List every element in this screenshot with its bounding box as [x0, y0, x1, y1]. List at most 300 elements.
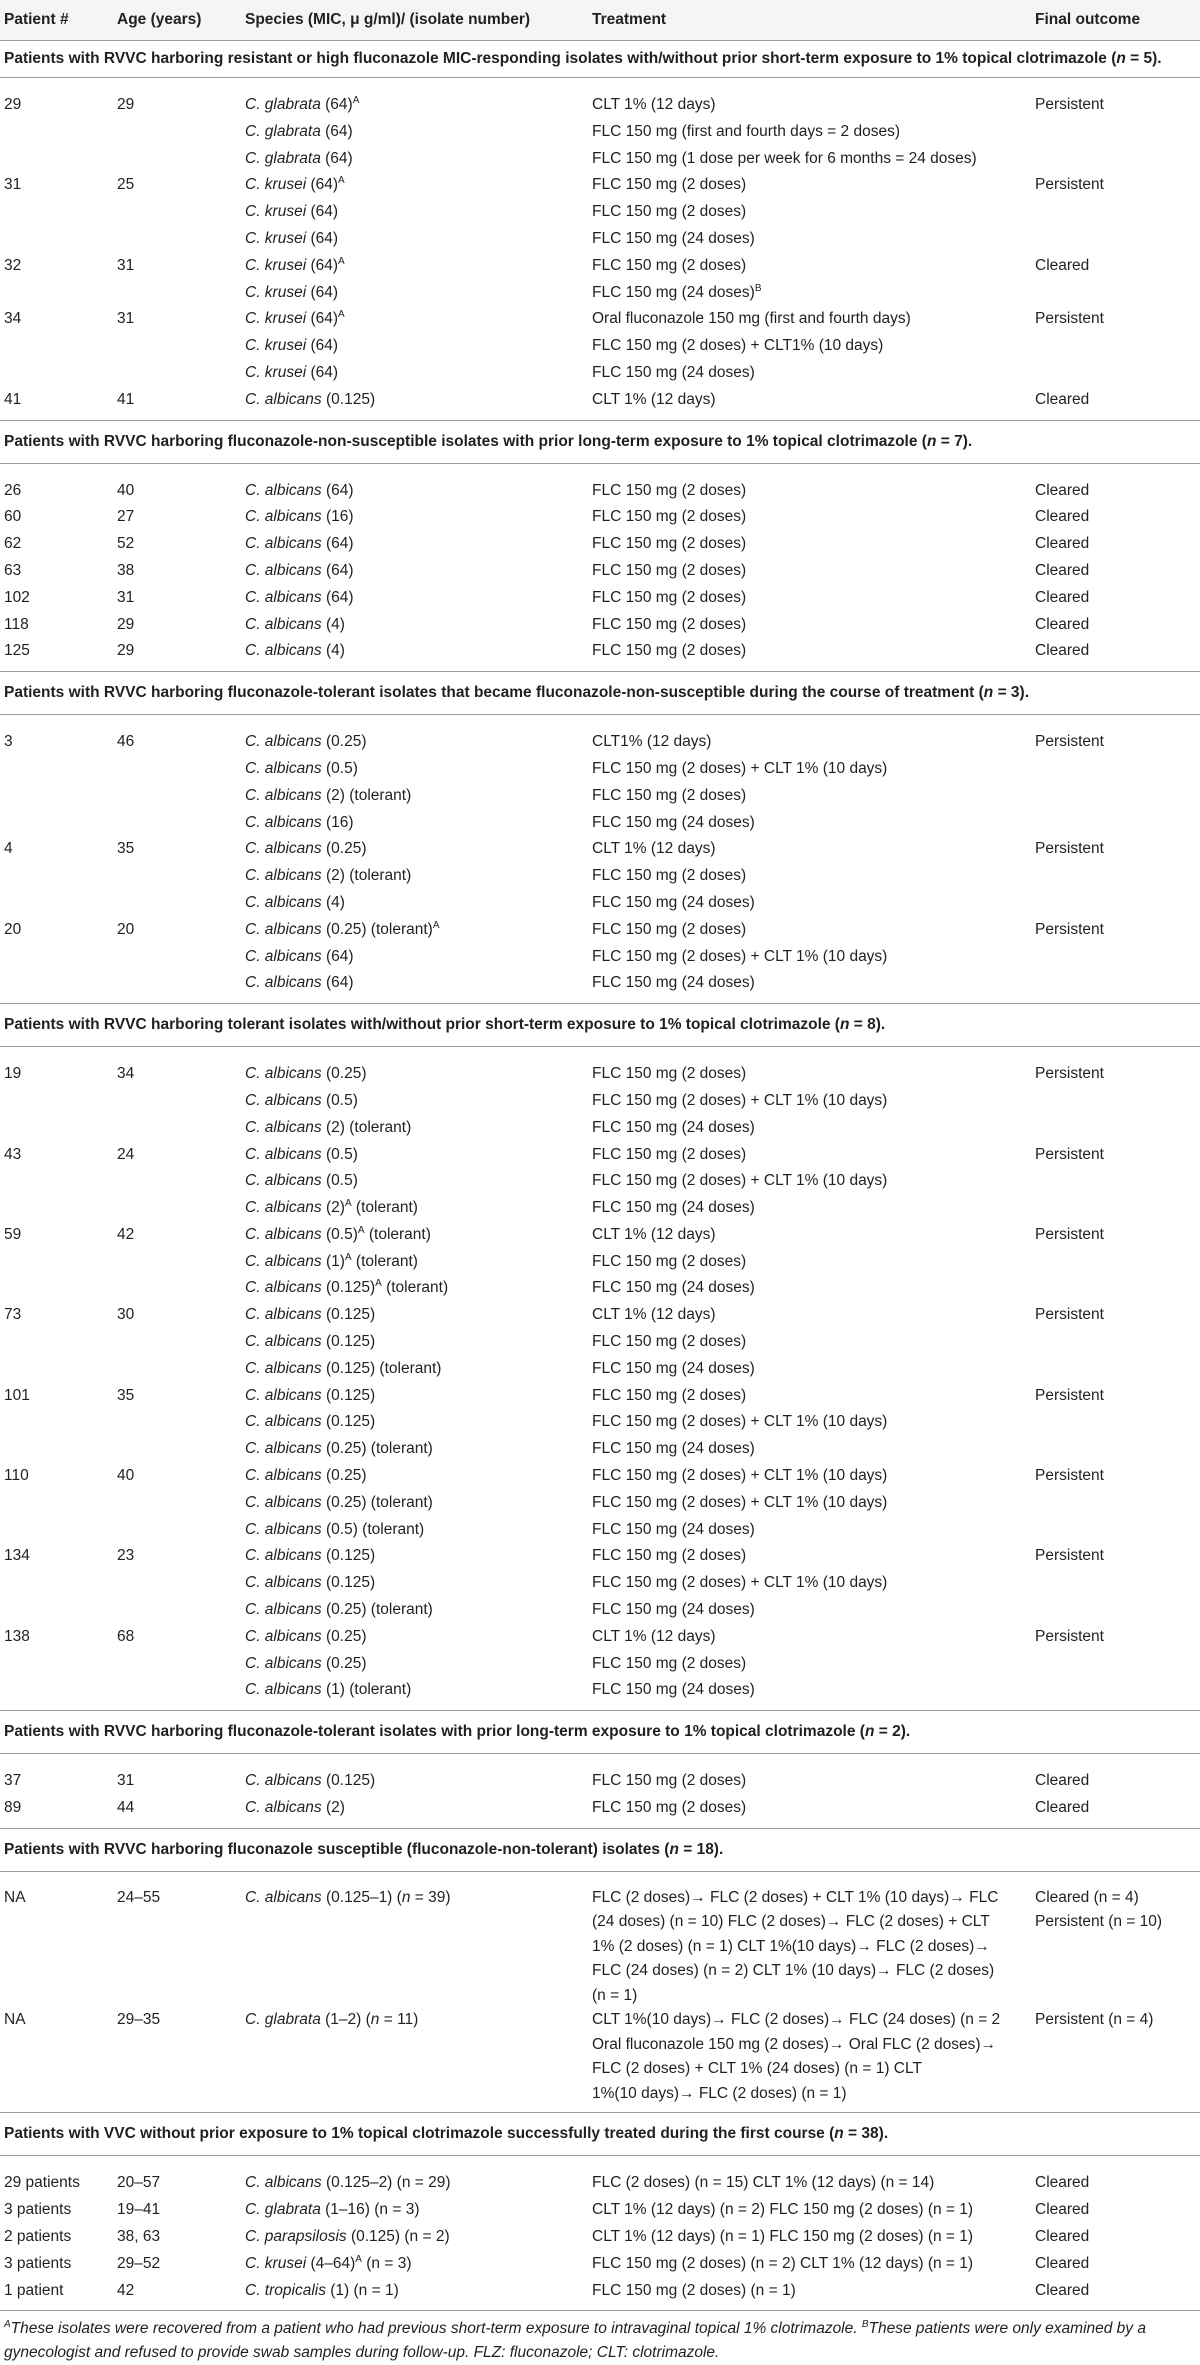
cell-species — [243, 1222, 590, 1249]
species-name: C. albicans — [245, 1279, 322, 1297]
species-name: C. albicans — [245, 1440, 322, 1458]
cell-species — [243, 638, 590, 671]
cell-age: 20 — [117, 920, 135, 938]
cell-age: 42 — [117, 1225, 135, 1243]
table-row — [0, 638, 1200, 671]
species-mic: (64) — [320, 122, 353, 140]
cell-treatment — [590, 2278, 1033, 2311]
section-title-text: Patients with RVVC harboring fluconazole-tolerant isolates with prior long-term exposure to 1% topical clotrimazole ( — [4, 1723, 865, 1741]
species-name: C. albicans — [245, 1601, 322, 1619]
species-name: C. albicans — [245, 615, 322, 633]
cell-age: 31 — [117, 310, 135, 328]
cell-species — [243, 1871, 590, 2008]
treatment-text: CLT 1% (12 days) — [592, 1306, 716, 1324]
species-name: C. glabrata — [245, 96, 321, 113]
cell-treatment — [590, 119, 1033, 146]
table-row — [0, 1409, 1200, 1436]
cell-species — [243, 387, 590, 420]
treatment-text: FLC 150 mg (2 doses) — [592, 786, 747, 804]
species-mic: (1) (tolerant) — [321, 1681, 412, 1699]
treatment-text: CLT 1% (12 days) — [592, 1627, 716, 1645]
treatment-text: FLC 150 mg (2 doses) — [592, 256, 747, 274]
species-mic: (0.125) — [321, 1413, 376, 1431]
species-name: C. albicans — [245, 1306, 322, 1324]
cell-patient — [0, 1517, 113, 1544]
species-name: C. albicans — [245, 759, 322, 777]
cell-outcome: Persistent — [1035, 840, 1104, 858]
cell-outcome: Persistent — [1035, 1225, 1104, 1243]
cell-treatment — [590, 78, 1033, 119]
cell-outcome — [1033, 226, 1200, 253]
cell-age — [113, 1436, 243, 1463]
cell-patient: 125 — [0, 638, 113, 671]
cell-age: 41 — [113, 387, 243, 420]
species-name: C. krusei — [245, 256, 307, 274]
section-title — [0, 41, 1200, 78]
cell-age — [113, 1597, 243, 1624]
treatment-text: FLC 150 mg (2 doses) — [592, 203, 747, 221]
cell-outcome: Persistent — [1035, 920, 1104, 938]
table-header-row — [0, 0, 1200, 41]
species-mic: (0.125) — [321, 1547, 376, 1565]
footnote-ref: A — [344, 1251, 352, 1263]
cell-patient — [0, 199, 113, 226]
cell-species — [243, 810, 590, 837]
cell-outcome: Persistent — [1035, 1145, 1104, 1163]
treatment-text: FLC 150 mg (2 doses) + CLT 1% (10 days) — [592, 1467, 888, 1485]
cell-outcome: Persistent — [1035, 1065, 1104, 1083]
treatment-text: CLT 1% (12 days) — [592, 390, 716, 408]
cell-age: 20–57 — [117, 2174, 161, 2192]
cell-treatment — [590, 890, 1033, 917]
section-title-text: Patients with RVVC harboring tolerant isolates with/without prior short-term exposure to 1% topical clotrimazole ( — [4, 1016, 840, 1034]
footnote-b-text: These patients were only examined by a gynecologist and refused to provide swab samples during follow-up. FLZ: fluconazole; CLT: clotrimazole. — [4, 2320, 1146, 2362]
cell-outcome — [1033, 1088, 1200, 1115]
species-name: C. krusei — [245, 203, 307, 221]
table-row — [0, 199, 1200, 226]
species-mic: (4) — [321, 893, 345, 911]
cell-patient — [0, 944, 113, 971]
table-row — [0, 1490, 1200, 1517]
cell-treatment — [590, 1597, 1033, 1624]
cell-treatment — [590, 585, 1033, 612]
cell-treatment — [590, 1356, 1033, 1383]
section-title-text: Patients with RVVC harboring fluconazole-non-susceptible isolates with prior long-term exposure to 1% topical clotrimazole ( — [4, 432, 927, 450]
cell-age: 38, 63 — [117, 2227, 161, 2245]
treatment-text: FLC 150 mg (24 doses) — [592, 1601, 755, 1619]
table-row — [0, 1754, 1200, 1795]
footnote-ref: A — [338, 309, 345, 321]
cell-patient: 41 — [0, 387, 113, 420]
cell-outcome — [1033, 1356, 1200, 1383]
cell-age: 42 — [113, 2278, 243, 2311]
cell-treatment — [590, 1409, 1033, 1436]
species-mic: (64) — [306, 283, 339, 301]
header-species: Species (MIC, μ g/ml)/ (isolate number) — [243, 0, 590, 41]
table-row — [0, 1047, 1200, 1088]
section-title-text: Patients with VVC without prior exposure to 1% topical clotrimazole successfully treated during the first course ( — [4, 2125, 835, 2143]
cell-patient: 19 — [4, 1065, 22, 1083]
species-name: C. albicans — [245, 1547, 322, 1565]
section-n-count: = 5). — [1125, 50, 1162, 67]
species-name: C. albicans — [245, 1493, 322, 1511]
cell-outcome — [1033, 1168, 1200, 1195]
treatment-text: FLC 150 mg (2 doses) — [592, 615, 747, 633]
table-row — [0, 1517, 1200, 1544]
table-row — [0, 1871, 1200, 2008]
species-mic: (16) — [321, 813, 354, 831]
treatment-text: FLC 150 mg (2 doses) — [592, 588, 747, 606]
cell-patient: 60 — [4, 508, 22, 526]
cell-age — [113, 199, 243, 226]
footnote-ref: A — [375, 1278, 382, 1290]
cell-outcome — [1033, 1517, 1200, 1544]
species-mic: (4–64) — [306, 2254, 356, 2272]
cell-species — [243, 1115, 590, 1142]
species-mic: (0.5) — [321, 1091, 358, 1109]
cell-species — [243, 1302, 590, 1329]
cell-outcome — [1033, 810, 1200, 837]
table-row — [0, 756, 1200, 783]
section-title-text: Patients with RVVC harboring fluconazole susceptible (fluconazole-non-tolerant) isolates ( — [4, 1840, 670, 1858]
cell-species — [243, 970, 590, 1003]
table-row — [0, 1195, 1200, 1222]
species-mic: (0.125) — [321, 1574, 376, 1592]
species-name: C. albicans — [245, 1145, 322, 1163]
cell-age: 29 — [117, 615, 135, 633]
cell-outcome — [1033, 1597, 1200, 1624]
cell-species — [243, 1047, 590, 1088]
species-name: C. albicans — [245, 561, 322, 579]
treatment-line: CLT 1%(10 days)→ FLC (2 doses)→ FLC (24 doses) (n = 2 — [592, 2011, 1001, 2029]
species-mic: (2) — [321, 1799, 345, 1817]
cell-age — [113, 1356, 243, 1383]
species-mic: (64) — [306, 229, 339, 247]
cell-age — [113, 1329, 243, 1356]
species-mic: (64) — [306, 363, 339, 381]
species-mic: (0.5) (tolerant) — [321, 1520, 425, 1538]
cell-treatment — [590, 280, 1033, 307]
cell-patient — [0, 280, 113, 307]
species-mic: (0.5) — [321, 1225, 358, 1243]
treatment-text: FLC 150 mg (24 doses) — [592, 1681, 755, 1699]
header-outcome: Final outcome — [1033, 0, 1200, 41]
species-note: (n = 3) — [361, 2254, 412, 2272]
cell-species — [243, 1463, 590, 1490]
cell-age — [113, 1651, 243, 1678]
species-name: C. parapsilosis — [245, 2227, 347, 2245]
species-name: C. albicans — [245, 508, 322, 526]
species-mic: (64) — [306, 337, 339, 355]
species-mic: (1–2) ( — [320, 2011, 371, 2029]
cell-species — [243, 504, 590, 531]
cell-patient: 102 — [4, 588, 30, 606]
cell-treatment — [590, 531, 1033, 558]
table-row — [0, 1302, 1200, 1329]
species-count: = 39) — [410, 1888, 451, 1906]
treatment-text: Oral fluconazole 150 mg (first and fourth days) — [592, 310, 911, 328]
species-mic: (0.125) — [321, 1279, 376, 1297]
cell-treatment — [590, 1624, 1033, 1651]
cell-age: 29–35 — [113, 2008, 243, 2113]
cell-age — [113, 863, 243, 890]
cell-outcome: Cleared — [1035, 615, 1090, 633]
section-n-count: = 18). — [678, 1840, 724, 1858]
cell-treatment — [590, 1222, 1033, 1249]
cell-treatment — [590, 1490, 1033, 1517]
treatment-text: CLT 1% (12 days) (n = 2) FLC 150 mg (2 doses) (n = 1) — [592, 2201, 974, 2219]
species-mic: (0.125) — [321, 390, 376, 408]
cell-patient: 3 patients — [4, 2254, 72, 2272]
cell-patient — [0, 1436, 113, 1463]
treatment-text: FLC 150 mg (24 doses) — [592, 283, 755, 301]
cell-outcome: Persistent — [1035, 1547, 1104, 1565]
cell-patient — [0, 1275, 113, 1302]
species-name: C. albicans — [245, 390, 322, 408]
table-row — [0, 306, 1200, 333]
cell-outcome: Cleared — [1035, 256, 1090, 274]
table-row — [0, 504, 1200, 531]
n-symbol: n — [370, 2011, 380, 2029]
species-mic: (0.25) — [321, 1627, 367, 1645]
cell-patient: 4 — [4, 840, 13, 858]
treatment-text: FLC 150 mg (2 doses) + CLT 1% (10 days) — [592, 947, 888, 965]
cell-treatment — [590, 1168, 1033, 1195]
cell-patient: 20 — [4, 920, 22, 938]
treatment-text: FLC 150 mg (2 doses) (n = 2) CLT 1% (12 days) (n = 1) — [592, 2254, 974, 2272]
cell-age — [113, 944, 243, 971]
footnote-ref: A — [344, 1197, 352, 1209]
cell-outcome — [1033, 2008, 1200, 2113]
species-name: C. albicans — [245, 840, 322, 858]
cell-treatment — [590, 783, 1033, 810]
treatment-line: (24 doses) (n = 10) FLC (2 doses)→ FLC (2 doses) + CLT — [592, 1913, 990, 1931]
cell-age — [113, 1168, 243, 1195]
table-row — [0, 146, 1200, 173]
cell-age — [113, 756, 243, 783]
treatment-text: FLC 150 mg (2 doses) — [592, 1799, 747, 1817]
cell-outcome — [1033, 970, 1200, 1003]
cell-outcome — [1033, 1871, 1200, 2008]
cell-age: 40 — [117, 1467, 135, 1485]
cell-outcome — [1033, 890, 1200, 917]
cell-species — [243, 78, 590, 119]
species-name: C. tropicalis — [245, 2281, 326, 2299]
cell-age: 24 — [117, 1145, 135, 1163]
species-name: C. glabrata — [245, 2201, 321, 2219]
cell-age — [113, 360, 243, 387]
species-mic: (0.125–2) (n = 29) — [321, 2174, 451, 2192]
header-age: Age (years) — [113, 0, 243, 41]
cell-outcome: Persistent — [1035, 310, 1104, 328]
table-row — [0, 1463, 1200, 1490]
cell-species — [243, 280, 590, 307]
table-row — [0, 1142, 1200, 1169]
treatment-line: Oral fluconazole 150 mg (2 doses)→ Oral FLC (2 doses)→ — [592, 2035, 997, 2053]
cell-species — [243, 2008, 590, 2113]
species-name: C. albicans — [245, 1413, 322, 1431]
cell-species — [243, 1597, 590, 1624]
cell-species — [243, 715, 590, 756]
table-row — [0, 387, 1200, 420]
treatment-text: FLC 150 mg (24 doses) — [592, 1440, 755, 1458]
cell-treatment — [590, 638, 1033, 671]
cell-treatment — [590, 1871, 1033, 2008]
cell-treatment — [590, 836, 1033, 863]
table-row — [0, 585, 1200, 612]
species-name: C. albicans — [245, 1627, 322, 1645]
treatment-text: CLT1% (12 days) — [592, 733, 712, 751]
cell-outcome — [1033, 1490, 1200, 1517]
species-mic: (2) — [321, 1199, 345, 1217]
cell-age: 35 — [117, 840, 135, 858]
cell-species — [243, 199, 590, 226]
species-mic: (64) — [306, 310, 339, 328]
cell-patient: 73 — [4, 1306, 22, 1324]
cell-age — [113, 890, 243, 917]
cell-treatment — [590, 504, 1033, 531]
treatment-text: FLC 150 mg (2 doses) + CLT 1% (10 days) — [592, 1493, 888, 1511]
treatment-text: FLC 150 mg (2 doses) — [592, 535, 747, 553]
header-patient: Patient # — [0, 0, 113, 41]
cell-patient — [0, 890, 113, 917]
cell-patient: 32 — [4, 256, 22, 274]
cell-patient — [0, 810, 113, 837]
cell-age — [113, 810, 243, 837]
cell-outcome — [1033, 1677, 1200, 1710]
species-name: C. albicans — [245, 893, 322, 911]
cell-patient: 2 patients — [4, 2227, 72, 2245]
table-row — [0, 2251, 1200, 2278]
cell-patient: 34 — [4, 310, 22, 328]
cell-treatment — [590, 1302, 1033, 1329]
cell-patient: 43 — [4, 1145, 22, 1163]
footnote-ref: A — [338, 255, 345, 267]
species-name: C. albicans — [245, 642, 322, 660]
treatment-line: FLC (2 doses) + CLT 1% (24 doses) (n = 1) CLT — [592, 2060, 922, 2078]
species-name: C. albicans — [245, 2174, 322, 2192]
cell-treatment — [590, 1543, 1033, 1570]
cell-outcome: Cleared — [1035, 481, 1090, 499]
cell-outcome — [1033, 1115, 1200, 1142]
species-name: C. krusei — [245, 229, 307, 247]
cell-treatment — [590, 172, 1033, 199]
cell-treatment — [590, 1142, 1033, 1169]
species-mic: (4) — [321, 615, 345, 633]
cell-species — [243, 226, 590, 253]
treatment-text: FLC 150 mg (2 doses) — [592, 1772, 747, 1790]
species-name: C. albicans — [245, 1359, 322, 1377]
treatment-line: FLC (2 doses)→ FLC (2 doses) + CLT 1% (10 days)→ FLC — [592, 1888, 999, 1906]
cell-patient — [0, 1651, 113, 1678]
species-name: C. albicans — [245, 1252, 322, 1270]
cell-species — [243, 836, 590, 863]
table-row — [0, 1088, 1200, 1115]
treatment-text: FLC 150 mg (24 doses) — [592, 893, 755, 911]
cell-age: 29–52 — [117, 2254, 161, 2272]
table-row — [0, 2278, 1200, 2311]
species-mic: (0.5) — [321, 1172, 358, 1190]
table-row — [0, 715, 1200, 756]
cell-treatment — [590, 1275, 1033, 1302]
cell-treatment — [590, 917, 1033, 944]
cell-outcome: Persistent — [1035, 1306, 1104, 1324]
cell-outcome — [1033, 783, 1200, 810]
cell-age: 23 — [117, 1547, 135, 1565]
species-name: C. albicans — [245, 1772, 322, 1790]
cell-treatment — [590, 1677, 1033, 1710]
cell-age: 25 — [117, 176, 135, 194]
cell-treatment — [590, 944, 1033, 971]
cell-age — [113, 1249, 243, 1276]
species-mic: (2) (tolerant) — [321, 867, 412, 885]
cell-patient — [0, 360, 113, 387]
cell-patient — [0, 1195, 113, 1222]
species-mic: (0.25) (tolerant) — [321, 1493, 433, 1511]
cell-species — [243, 1329, 590, 1356]
species-name: C. albicans — [245, 1199, 322, 1217]
cell-species — [243, 944, 590, 971]
species-mic: (0.25) (tolerant) — [321, 1440, 433, 1458]
table-row — [0, 944, 1200, 971]
cell-patient: 63 — [4, 561, 22, 579]
section-n-count: = 2). — [874, 1723, 911, 1741]
treatment-text: FLC 150 mg (2 doses) — [592, 481, 747, 499]
treatment-text: FLC 150 mg (2 doses) (n = 1) — [592, 2281, 796, 2299]
species-name: C. albicans — [245, 947, 322, 965]
species-mic: (0.25) (tolerant) — [321, 920, 433, 938]
cell-outcome — [1033, 1436, 1200, 1463]
treatment-line: FLC (24 doses) (n = 2) CLT 1% (10 days)→ FLC (2 doses) — [592, 1962, 995, 1980]
section-n-symbol: n — [834, 2125, 844, 2143]
table-row — [0, 1168, 1200, 1195]
cell-age — [113, 280, 243, 307]
cell-treatment — [590, 756, 1033, 783]
species-name: C. albicans — [245, 1091, 322, 1109]
cell-patient: 62 — [4, 535, 22, 553]
header-treatment: Treatment — [590, 0, 1033, 41]
table-row — [0, 1222, 1200, 1249]
table-row — [0, 863, 1200, 890]
table-body — [0, 41, 1200, 2311]
cell-outcome — [1033, 333, 1200, 360]
species-name: C. krusei — [245, 176, 307, 194]
cell-patient: 1 patient — [0, 2278, 113, 2311]
species-name: C. albicans — [245, 867, 322, 885]
cell-treatment — [590, 1436, 1033, 1463]
footnote-ref: A — [355, 2253, 362, 2265]
table-row — [0, 119, 1200, 146]
cell-treatment — [590, 1651, 1033, 1678]
cell-species — [243, 783, 590, 810]
cell-species — [243, 1754, 590, 1795]
cell-age: 24–55 — [117, 1888, 161, 1906]
species-name: C. albicans — [245, 786, 322, 804]
table-row — [0, 1795, 1200, 1828]
cell-age — [113, 783, 243, 810]
cell-species — [243, 612, 590, 639]
cell-patient — [0, 1409, 113, 1436]
cell-species — [243, 1383, 590, 1410]
cell-species — [243, 558, 590, 585]
cell-patient — [0, 756, 113, 783]
treatment-text: CLT 1% (12 days) — [592, 96, 716, 113]
species-mic: (64) — [306, 176, 339, 194]
species-name: C. glabrata — [245, 149, 321, 167]
species-name: C. albicans — [245, 920, 322, 938]
cell-treatment — [590, 1249, 1033, 1276]
species-name: C. albicans — [245, 733, 322, 751]
